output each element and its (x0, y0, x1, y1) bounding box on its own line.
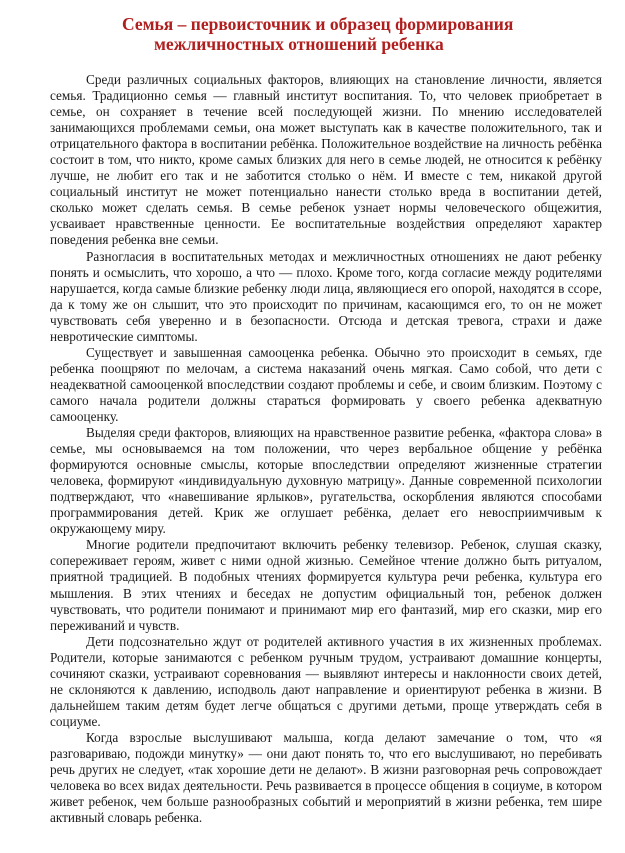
paragraph-2: Разногласия в воспитательных методах и межличностных отношениях не дают ребенку понять и осмыслить, что хорошо, а что — плохо. Кроме того, когда согласие между родителями нарушается, когда самые близкие ребенку люди лица, являющиеся его опорой, находятся в ссоре, да к тому же он слышит, что это происходит по причинам, касающимся его, то он не может чувствовать себя уверенно и в безопасности. Отсюда и детская тревога, страхи и даже невротические симптомы. (50, 248, 602, 344)
paragraph-3: Существует и завышенная самооценка ребенка. Обычно это происходит в семьях, где ребенка поощряют по мелочам, а система наказаний очень мягкая. Само собой, что дети с неадекватной самооценкой впоследствии создают проблемы и себе, и своим близким. Поэтому с самого начала родители должны стараться формировать у своего ребенка адекватную самооценку. (50, 344, 602, 424)
paragraph-1: Среди различных социальных факторов, влияющих на становление личности, является семья. Традиционно семья — главный институт воспитания. То, что человек приобретает в семье, он сохраняет в течение всей последующей жизни. По мнению исследователей занимающихся проблемами семьи, она может выступать как в качестве положительного, так и отрицательного фактора в воспитании ребёнка. Положительное воздействие на личность ребёнка состоит в том, что никто, кроме самых близких для него в семье людей, не относится к ребёнку лучше, не любит его так и не заботится столько о нём. И вместе с тем, никакой другой социальный институт не может потенциально нанести столько вреда в воспитании детей, сколько может сделать семья. В семье ребенок узнает нормы человеческого общежития, усваивает нравственные ценности. Ее воспитательные воздействия определяют характер поведения ребенка вне семьи. (50, 72, 602, 248)
paragraph-7: Когда взрослые выслушивают малыша, когда делают замечание о том, что «я разговариваю, подожди минутку» — они дают понять то, что его выслушивают, но перебивать речь других не следует, «так хорошие дети не делают». В жизни разговорная речь сопровождает человека во всех видах деятельности. Речь развивается в процессе общения в социуме, в котором живет ребенок, чем больше разнообразных событий и мероприятий в жизни ребенка, тем шире активный словарь ребенка. (50, 729, 602, 826)
document-page (50, 14, 602, 826)
paragraph-5: Многие родители предпочитают включить ребенку телевизор. Ребенок, слушая сказку, сопереживает героям, живет с ними одной жизнью. Семейное чтение должно быть ритуалом, приятной традицией. В подобных чтениях формируется культура речи ребенка, культура его мышления. В этих чтениях и беседах не допустим официальный тон, ребенок должен чувствовать, что родители понимают и принимают мир его фантазий, мир его сказки, мир его переживаний и чувств. (50, 537, 602, 633)
paragraph-4: Выделяя среди факторов, влияющих на нравственное развитие ребенка, «фактора слова» в семье, мы основываемся на том положении, что через вербальное общение у ребёнка формируются основные смыслы, которые впоследствии определяют жизненные стратегии человека, формируют «индивидуальную духовную матрицу». Данные современной психологии подтверждают, что «навешивание ярлыков», ругательства, оскорбления являются способами программирования детей. Крик же оглушает ребёнка, делает его невосприимчивым к окружающему миру. (50, 425, 602, 537)
title-line-1: Семья – первоисточник и образец формирования (122, 14, 514, 34)
title-line-2: межличностных отношений ребенка (154, 34, 444, 54)
document-title (50, 14, 602, 54)
paragraph-6: Дети подсознательно ждут от родителей активного участия в их жизненных проблемах. Родители, которые занимаются с ребенком ручным трудом, устраивают домашние концерты, сочиняют сказки, устраивают соревнования — выявляют интересы и наклонности своих детей, не склоняются к давлению, исподволь дают направление и ориентируют ребенка в жизни. В дальнейшем таким детям будет легче общаться с другими детьми, проще утверждать себя в социуме. (50, 633, 602, 729)
